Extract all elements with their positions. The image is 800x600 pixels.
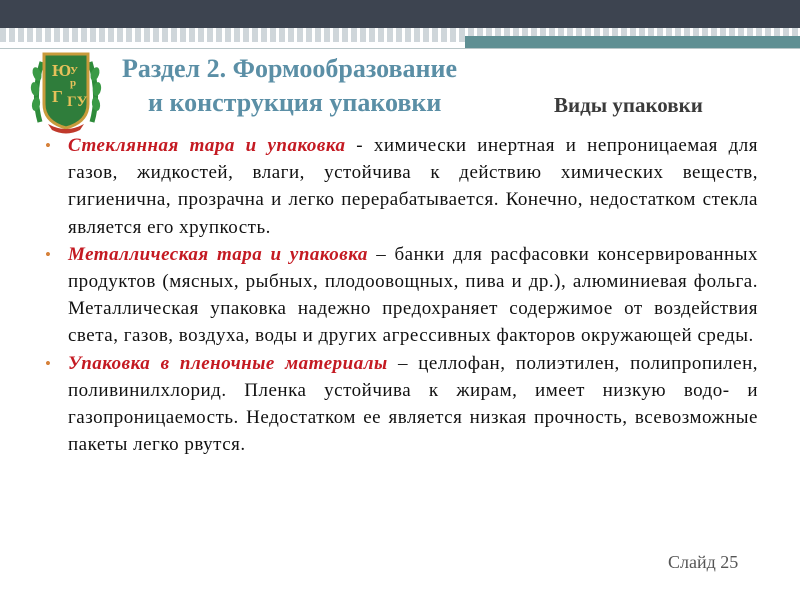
bullet-icon: • <box>45 244 52 264</box>
bullet-list <box>45 132 758 458</box>
title-line-2: и конструкция упаковки <box>148 88 442 117</box>
item-term: Стеклянная тара и упаковка <box>68 135 346 156</box>
item-term: Металлическая тара и упаковка <box>68 243 368 265</box>
laurel-emblem-icon <box>30 44 102 134</box>
svg-text:У: У <box>70 65 79 77</box>
header-divider <box>0 48 800 49</box>
header-accent-bar <box>465 36 800 48</box>
slide-title <box>122 52 457 120</box>
top-bar <box>0 0 800 28</box>
item-text: – банки для расфасовки консервированных продуктов (мясных, рыбных, плодоовощных, пива и др.), алюминиевая фольга. Металлическая упаковка надежно предохраняет содержимое от воздействия света, газов, воздуха, воды и других агрессивных факторов окружающей среды. <box>68 243 758 347</box>
title-line-1: Раздел 2. Формообразование <box>122 54 458 83</box>
item-text: - химически инертная и непроницаемая для газов, жидкостей, влаги, устойчива к действию химических веществ, гигиенична, прозрачна и легко перерабатывается. Конечно, недостатком стекла является его хрупкость. <box>68 135 759 238</box>
svg-text:Г: Г <box>52 87 63 106</box>
slide-number: Слайд 25 <box>668 552 739 572</box>
item-text: – целлофан, полиэтилен, полипропилен, поливинилхлорид. Пленка устойчива к жирам, имеет низкую водо- и газопроницаемость. Недостатком ее является низкая прочность, всевозможные пакеты легко рвутся. <box>68 352 759 456</box>
list-item <box>45 132 758 241</box>
slide-subtitle: Виды упаковки <box>554 93 703 117</box>
svg-text:ГУ: ГУ <box>67 94 88 110</box>
university-logo <box>30 44 102 134</box>
bullet-icon: • <box>45 136 52 155</box>
item-term: Упаковка в пленочные материалы <box>68 352 388 374</box>
svg-text:р: р <box>70 77 77 89</box>
list-item <box>45 350 758 459</box>
bullet-icon: • <box>45 353 52 373</box>
list-item <box>45 241 758 350</box>
svg-text:Ю: Ю <box>52 61 72 80</box>
